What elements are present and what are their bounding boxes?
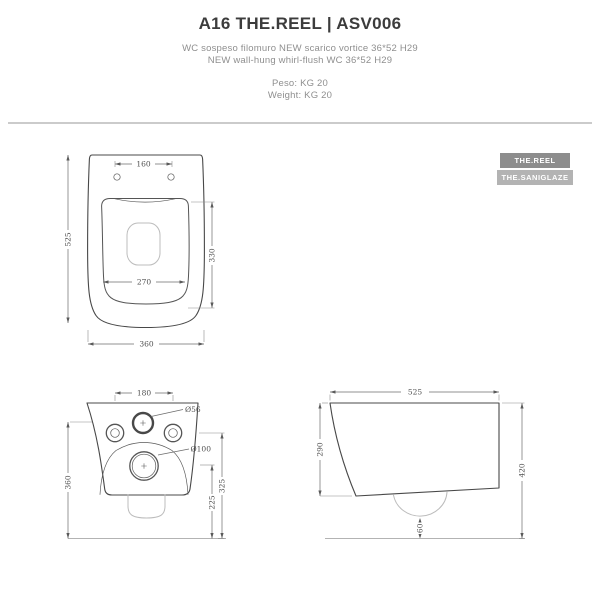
dim-front-height-290: [316, 403, 352, 496]
dim-label-inlet-height: 360: [63, 475, 73, 490]
dim-seat-width-270: [103, 278, 185, 287]
dim-label-outlet-height: 225: [207, 495, 217, 510]
trap-outline: [128, 495, 165, 518]
leader-inlet-diameter: [151, 405, 201, 417]
dim-hole-spacing-160: [115, 160, 172, 169]
weight-english: Weight: KG 20: [267, 89, 333, 101]
dim-label-outlet-diameter: Ø100: [190, 444, 211, 454]
fixing-hole-right: [168, 174, 174, 180]
dim-label-inlet-diameter: Ø56: [185, 405, 201, 414]
header-divider: [8, 122, 592, 124]
seat-outline: [102, 199, 190, 305]
front-view-drawing: [50, 385, 235, 545]
dim-total-height-420: [502, 403, 527, 539]
seat-hinge-line: [115, 199, 175, 202]
dim-width-360: [88, 330, 204, 349]
dim-label-seat-depth: 330: [207, 248, 217, 263]
dim-label-fixing-spacing: 180: [136, 388, 152, 398]
finish-badge-saniglaze: THE.SANIGLAZE: [497, 170, 573, 185]
dim-outlet-height-225: [200, 465, 217, 539]
dim-inlet-height-360: [64, 422, 92, 539]
top-view-drawing: [55, 143, 225, 358]
top-view-shape: [88, 155, 205, 328]
leader-outlet-diameter: [158, 445, 211, 456]
dim-label-fixing-height: 325: [217, 478, 227, 494]
subtitle-block: [0, 43, 600, 66]
fixing-hole-right: [164, 424, 181, 441]
inlet-center-cross: [141, 421, 146, 426]
weight-italian: Peso: KG 20: [271, 78, 329, 89]
dim-label-depth: 525: [63, 232, 73, 247]
dim-label-total-height: 420: [517, 463, 527, 478]
page-title: A16 THE.REEL | ASV006: [198, 14, 402, 33]
dim-label-width: 360: [139, 339, 154, 349]
collection-badge-thereel: THE.REEL: [500, 153, 570, 168]
dim-label-seat-width: 270: [136, 277, 152, 287]
subtitle-italian: WC sospeso filomuro NEW scarico vortice 36*52 H29: [182, 43, 418, 54]
dim-label-trap-clearance: 60: [415, 523, 425, 534]
fixing-hole-left: [114, 174, 120, 180]
dim-seat-depth-330: [188, 202, 217, 308]
trap-outline: [394, 492, 448, 516]
front-view-shape: [68, 403, 226, 539]
outlet-center-cross: [142, 464, 147, 469]
fixing-hole-left: [106, 424, 123, 441]
subtitle-english: NEW wall-hung whirl-flush WC 36*52 H29: [207, 54, 393, 66]
bowl-outline: [127, 223, 160, 265]
dim-trap-clearance-60: [416, 518, 425, 539]
dim-label-hole-spacing: 160: [136, 159, 151, 169]
dim-depth-525: [330, 388, 499, 401]
weight-block: [0, 78, 600, 101]
side-view-shape: [325, 403, 525, 539]
dim-depth-525: [64, 155, 73, 323]
dim-label-front-height: 290: [315, 442, 325, 457]
side-view-drawing: [305, 385, 535, 545]
dim-label-depth: 525: [407, 387, 423, 397]
header: [0, 0, 600, 101]
dim-fixing-spacing-180: [115, 389, 173, 401]
